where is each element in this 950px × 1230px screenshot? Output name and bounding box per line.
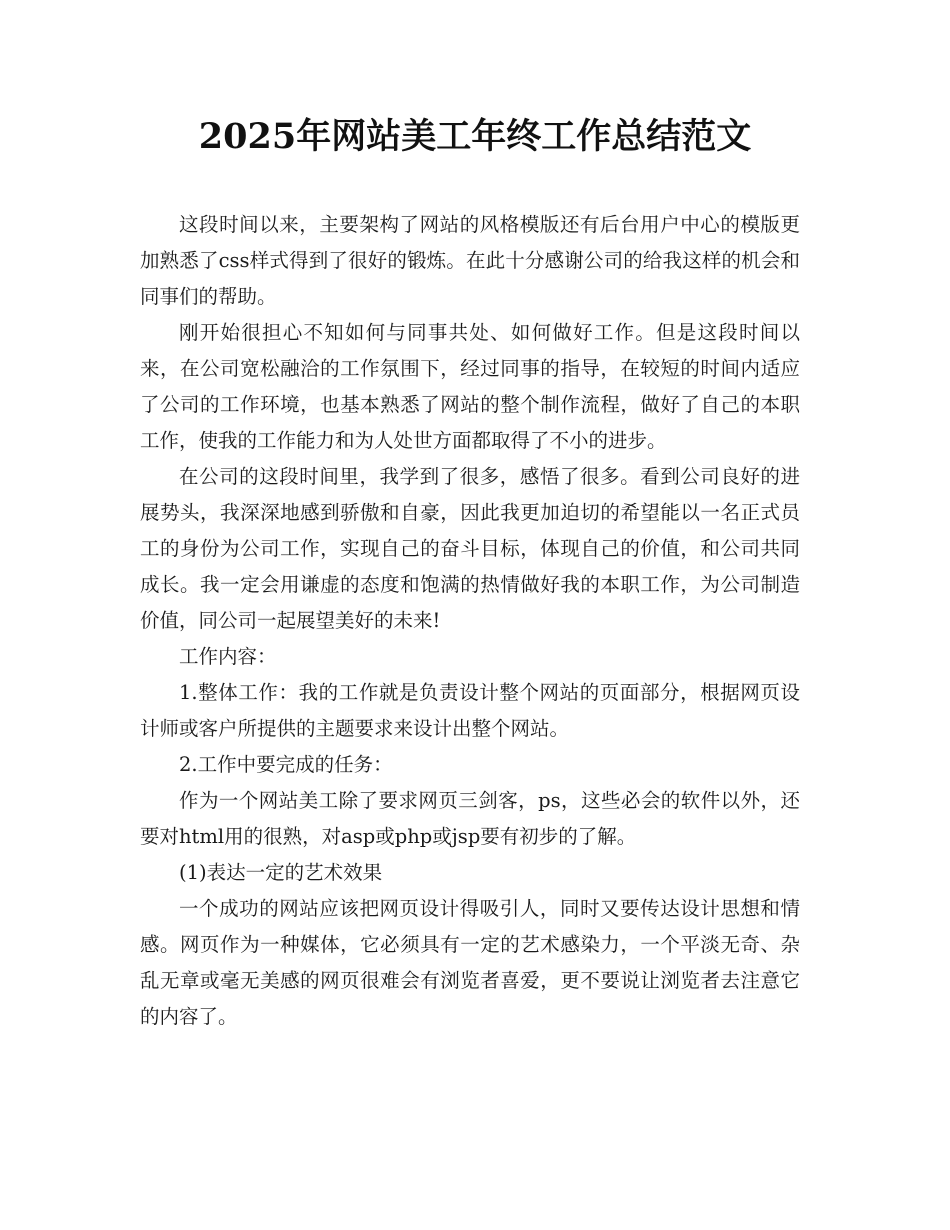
paragraph-skills: 作为一个网站美工除了要求网页三剑客，ps，这些必会的软件以外，还要对html用的很熟，对asp或php或jsp要有初步的了解。 — [140, 789, 800, 848]
paragraph-adaptation: 刚开始很担心不知如何与同事共处、如何做好工作。但是这段时间以来，在公司宽松融洽的工作氛围下，经过同事的指导，在较短的时间内适应了公司的工作环境，也基本熟悉了网站的整个制作流程，做好了自己的本职工作，使我的工作能力和为人处世方面都取得了不小的进步。 — [140, 321, 800, 452]
paragraph-art-effect-heading: (1)表达一定的艺术效果 — [179, 861, 383, 884]
paragraph-overall-work: 1.整体工作：我的工作就是负责设计整个网站的页面部分，根据网页设计师或客户所提供的主题要求来设计出整个网站。 — [140, 681, 800, 740]
paragraph-growth: 在公司的这段时间里，我学到了很多，感悟了很多。看到公司良好的进展势头，我深深地感到骄傲和自豪，因此我更加迫切的希望能以一名正式员工的身份为公司工作，实现自己的奋斗目标，体现自己的价值，和公司共同成长。我一定会用谦虚的态度和饱满的热情做好我的本职工作，为公司制造价值，同公司一起展望美好的未来! — [140, 465, 800, 632]
document-title: 2025年网站美工年终工作总结范文 — [198, 116, 752, 157]
paragraph-tasks-heading: 2.工作中要完成的任务： — [179, 753, 393, 776]
paragraph-work-content-heading: 工作内容： — [179, 645, 277, 668]
paragraph-intro: 这段时间以来，主要架构了网站的风格模版还有后台用户中心的模版更加熟悉了css样式得到了很好的锻炼。在此十分感谢公司的给我这样的机会和同事们的帮助。 — [140, 213, 800, 308]
paragraph-art-effect: 一个成功的网站应该把网页设计得吸引人，同时又要传达设计思想和情感。网页作为一种媒体，它必须具有一定的艺术感染力，一个平淡无奇、杂乱无章或毫无美感的网页很难会有浏览者喜爱，更不要说让浏览者去注意它的内容了。 — [140, 897, 800, 1028]
document-body — [140, 207, 800, 1035]
